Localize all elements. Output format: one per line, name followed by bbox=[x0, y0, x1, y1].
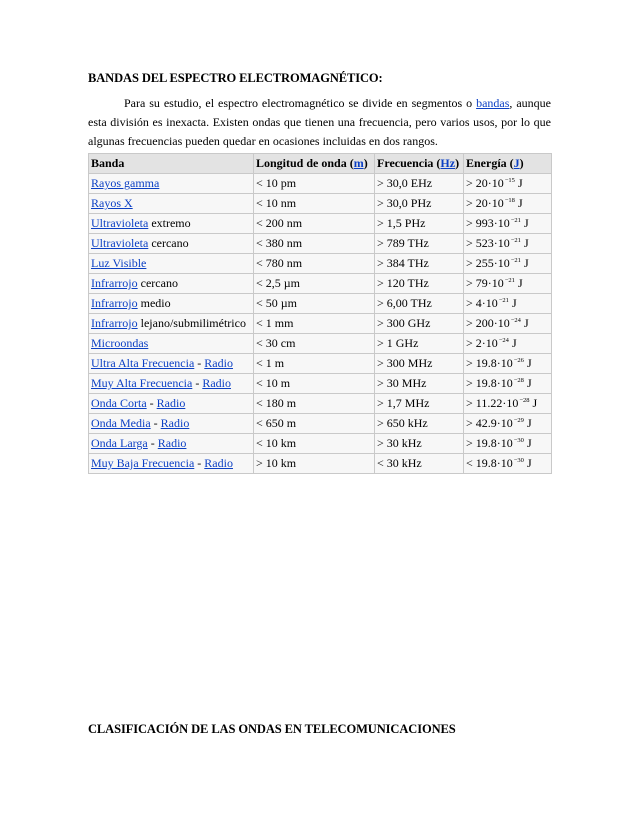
band-link[interactable]: Radio bbox=[204, 456, 233, 470]
energy-exponent: −26 bbox=[513, 357, 524, 364]
band-link[interactable]: Radio bbox=[204, 356, 233, 370]
cell-energy bbox=[464, 314, 552, 334]
table-row bbox=[89, 354, 552, 374]
header-energia bbox=[464, 154, 552, 174]
cell-band bbox=[89, 274, 254, 294]
energy-exponent: −21 bbox=[498, 297, 509, 304]
energy-unit: J bbox=[520, 216, 529, 230]
energy-exponent: −21 bbox=[510, 217, 521, 224]
cell-wavelength: < 1 mm bbox=[254, 314, 375, 334]
table-row bbox=[89, 274, 552, 294]
cell-frequency: > 1 GHz bbox=[375, 334, 464, 354]
energy-exponent: −29 bbox=[513, 417, 524, 424]
cell-energy bbox=[464, 274, 552, 294]
energy-exponent: −15 bbox=[504, 177, 515, 184]
header-j-link[interactable]: J bbox=[513, 156, 520, 170]
cell-wavelength: < 650 m bbox=[254, 414, 375, 434]
cell-band bbox=[89, 194, 254, 214]
cell-band bbox=[89, 234, 254, 254]
band-text: - bbox=[192, 376, 203, 390]
cell-frequency: > 789 THz bbox=[375, 234, 464, 254]
header-longitud-close: ) bbox=[363, 156, 368, 170]
energy-unit: J bbox=[514, 176, 523, 190]
cell-wavelength: < 10 pm bbox=[254, 174, 375, 194]
energy-unit: J bbox=[520, 236, 529, 250]
header-frecuencia bbox=[375, 154, 464, 174]
cell-frequency: < 30 kHz bbox=[375, 454, 464, 474]
cell-frequency: > 384 THz bbox=[375, 254, 464, 274]
energy-base: > 4·10 bbox=[466, 296, 498, 310]
energy-unit: J bbox=[520, 256, 529, 270]
band-link[interactable]: Onda Larga bbox=[91, 436, 148, 450]
energy-unit: J bbox=[523, 456, 532, 470]
energy-base: > 20·10 bbox=[466, 176, 504, 190]
cell-band bbox=[89, 314, 254, 334]
bandas-link[interactable]: bandas bbox=[476, 96, 510, 110]
cell-frequency: > 1,5 PHz bbox=[375, 214, 464, 234]
cell-wavelength: < 780 nm bbox=[254, 254, 375, 274]
energy-base: > 19.8·10 bbox=[466, 376, 513, 390]
cell-energy bbox=[464, 454, 552, 474]
cell-band bbox=[89, 414, 254, 434]
table-row bbox=[89, 294, 552, 314]
table-row bbox=[89, 214, 552, 234]
cell-band bbox=[89, 334, 254, 354]
band-text: extremo bbox=[148, 216, 191, 230]
cell-wavelength: < 10 m bbox=[254, 374, 375, 394]
energy-unit: J bbox=[529, 396, 538, 410]
table-row bbox=[89, 414, 552, 434]
cell-energy bbox=[464, 394, 552, 414]
cell-frequency: > 30 kHz bbox=[375, 434, 464, 454]
cell-band bbox=[89, 254, 254, 274]
band-link[interactable]: Infrarrojo bbox=[91, 316, 138, 330]
energy-exponent: −24 bbox=[510, 317, 521, 324]
table-body bbox=[89, 174, 552, 474]
energy-unit: J bbox=[523, 436, 532, 450]
band-link[interactable]: Radio bbox=[160, 416, 190, 430]
table-row bbox=[89, 454, 552, 474]
header-frecuencia-close: ) bbox=[455, 156, 460, 170]
energy-base: > 2·10 bbox=[466, 336, 498, 350]
cell-energy bbox=[464, 354, 552, 374]
band-link[interactable]: Radio bbox=[156, 396, 186, 410]
energy-exponent: −28 bbox=[519, 397, 530, 404]
band-link[interactable]: Radio bbox=[157, 436, 187, 450]
header-banda-label: Banda bbox=[91, 156, 125, 170]
intro-paragraph bbox=[88, 94, 551, 151]
band-text: cercano bbox=[137, 276, 178, 290]
band-link[interactable]: Onda Corta bbox=[91, 396, 147, 410]
cell-wavelength: > 10 km bbox=[254, 454, 375, 474]
cell-frequency: > 650 kHz bbox=[375, 414, 464, 434]
cell-frequency: > 6,00 THz bbox=[375, 294, 464, 314]
band-link[interactable]: Luz Visible bbox=[91, 256, 147, 270]
cell-energy bbox=[464, 174, 552, 194]
cell-frequency: > 30,0 EHz bbox=[375, 174, 464, 194]
cell-energy bbox=[464, 434, 552, 454]
cell-frequency: > 300 GHz bbox=[375, 314, 464, 334]
cell-band bbox=[89, 294, 254, 314]
energy-exponent: −28 bbox=[513, 377, 524, 384]
cell-band bbox=[89, 394, 254, 414]
energy-base: < 19.8·10 bbox=[466, 456, 513, 470]
energy-base: > 523·10 bbox=[466, 236, 510, 250]
cell-energy bbox=[464, 194, 552, 214]
band-link[interactable]: Infrarrojo bbox=[91, 296, 138, 310]
cell-energy bbox=[464, 414, 552, 434]
band-link[interactable]: Rayos gamma bbox=[91, 176, 160, 190]
header-banda bbox=[89, 154, 254, 174]
table-row bbox=[89, 254, 552, 274]
table-row bbox=[89, 434, 552, 454]
cell-frequency: > 120 THz bbox=[375, 274, 464, 294]
cell-frequency: > 30 MHz bbox=[375, 374, 464, 394]
band-link[interactable]: Rayos X bbox=[91, 196, 133, 210]
band-link[interactable]: Onda Media bbox=[91, 416, 151, 430]
header-longitud-label: Longitud de onda ( bbox=[256, 156, 354, 170]
energy-unit: J bbox=[520, 316, 529, 330]
cell-band bbox=[89, 174, 254, 194]
band-text: cercano bbox=[148, 236, 189, 250]
band-link[interactable]: Muy Baja Frecuencia bbox=[91, 456, 195, 470]
cell-band bbox=[89, 354, 254, 374]
energy-base: > 19.8·10 bbox=[466, 436, 513, 450]
cell-energy bbox=[464, 214, 552, 234]
band-text: - bbox=[194, 456, 205, 470]
energy-unit: J bbox=[523, 416, 532, 430]
table-row bbox=[89, 234, 552, 254]
energy-exponent: −21 bbox=[510, 237, 521, 244]
energy-unit: J bbox=[514, 276, 523, 290]
section-heading-2: CLASIFICACIÓN DE LAS ONDAS EN TELECOMUNICACIONES bbox=[88, 722, 456, 736]
table-row bbox=[89, 334, 552, 354]
cell-energy bbox=[464, 334, 552, 354]
energy-exponent: −21 bbox=[504, 277, 515, 284]
energy-exponent: −18 bbox=[504, 197, 515, 204]
cell-band bbox=[89, 214, 254, 234]
spectrum-table bbox=[88, 153, 552, 474]
cell-wavelength: < 10 nm bbox=[254, 194, 375, 214]
cell-frequency: > 1,7 MHz bbox=[375, 394, 464, 414]
energy-exponent: −30 bbox=[513, 437, 524, 444]
header-m-link[interactable]: m bbox=[353, 156, 364, 170]
band-text: - bbox=[194, 356, 205, 370]
cell-wavelength: < 10 km bbox=[254, 434, 375, 454]
cell-wavelength: < 180 m bbox=[254, 394, 375, 414]
table-header-row bbox=[89, 154, 552, 174]
band-link[interactable]: Muy Alta Frecuencia bbox=[91, 376, 193, 390]
energy-exponent: −30 bbox=[513, 457, 524, 464]
paragraph-text-before: Para su estudio, el espectro electromagnético se divide en segmentos o bbox=[124, 96, 477, 110]
cell-energy bbox=[464, 374, 552, 394]
cell-frequency: > 300 MHz bbox=[375, 354, 464, 374]
table-row bbox=[89, 194, 552, 214]
band-text: medio bbox=[137, 296, 171, 310]
cell-wavelength: < 380 nm bbox=[254, 234, 375, 254]
header-frecuencia-label: Frecuencia ( bbox=[377, 156, 441, 170]
header-hz-link[interactable]: Hz bbox=[440, 156, 456, 170]
cell-wavelength: < 2,5 µm bbox=[254, 274, 375, 294]
cell-band bbox=[89, 454, 254, 474]
cell-energy bbox=[464, 294, 552, 314]
cell-energy bbox=[464, 234, 552, 254]
energy-exponent: −21 bbox=[510, 257, 521, 264]
energy-unit: J bbox=[523, 376, 532, 390]
header-longitud bbox=[254, 154, 375, 174]
energy-unit: J bbox=[508, 336, 517, 350]
paragraph-text-after: , aunque esta división es inexacta. Existen ondas que tienen una frecuencia, pero varios usos, por lo que algunas frecuencias pueden quedar en ocasiones incluidas en dos rangos. bbox=[88, 96, 551, 148]
cell-band bbox=[89, 374, 254, 394]
energy-base: > 11.22·10 bbox=[466, 396, 519, 410]
table-row bbox=[89, 394, 552, 414]
energy-unit: J bbox=[514, 196, 523, 210]
energy-base: > 79·10 bbox=[466, 276, 504, 290]
energy-base: > 200·10 bbox=[466, 316, 510, 330]
band-link[interactable]: Infrarrojo bbox=[91, 276, 138, 290]
cell-wavelength: < 30 cm bbox=[254, 334, 375, 354]
band-text: - bbox=[146, 396, 157, 410]
energy-base: > 42.9·10 bbox=[466, 416, 513, 430]
header-energia-close: ) bbox=[519, 156, 524, 170]
energy-base: > 19.8·10 bbox=[466, 356, 513, 370]
energy-base: > 20·10 bbox=[466, 196, 504, 210]
cell-frequency: > 30,0 PHz bbox=[375, 194, 464, 214]
table-row bbox=[89, 374, 552, 394]
energy-unit: J bbox=[523, 356, 532, 370]
cell-wavelength: < 50 µm bbox=[254, 294, 375, 314]
cell-wavelength: < 200 nm bbox=[254, 214, 375, 234]
band-link[interactable]: Ultravioleta bbox=[91, 236, 149, 250]
band-text: - bbox=[147, 436, 158, 450]
energy-base: > 993·10 bbox=[466, 216, 510, 230]
band-link[interactable]: Microondas bbox=[91, 336, 149, 350]
table-row bbox=[89, 314, 552, 334]
energy-base: > 255·10 bbox=[466, 256, 510, 270]
band-text: - bbox=[150, 416, 161, 430]
section-heading: BANDAS DEL ESPECTRO ELECTROMAGNÉTICO: bbox=[88, 71, 383, 85]
band-link[interactable]: Ultra Alta Frecuencia bbox=[91, 356, 195, 370]
header-energia-label: Energía ( bbox=[466, 156, 514, 170]
band-link[interactable]: Ultravioleta bbox=[91, 216, 149, 230]
band-link[interactable]: Radio bbox=[202, 376, 231, 390]
cell-band bbox=[89, 434, 254, 454]
cell-energy bbox=[464, 254, 552, 274]
band-text: lejano/submilimétrico bbox=[137, 316, 246, 330]
energy-exponent: −24 bbox=[498, 337, 509, 344]
energy-unit: J bbox=[508, 296, 517, 310]
table-row bbox=[89, 174, 552, 194]
cell-wavelength: < 1 m bbox=[254, 354, 375, 374]
